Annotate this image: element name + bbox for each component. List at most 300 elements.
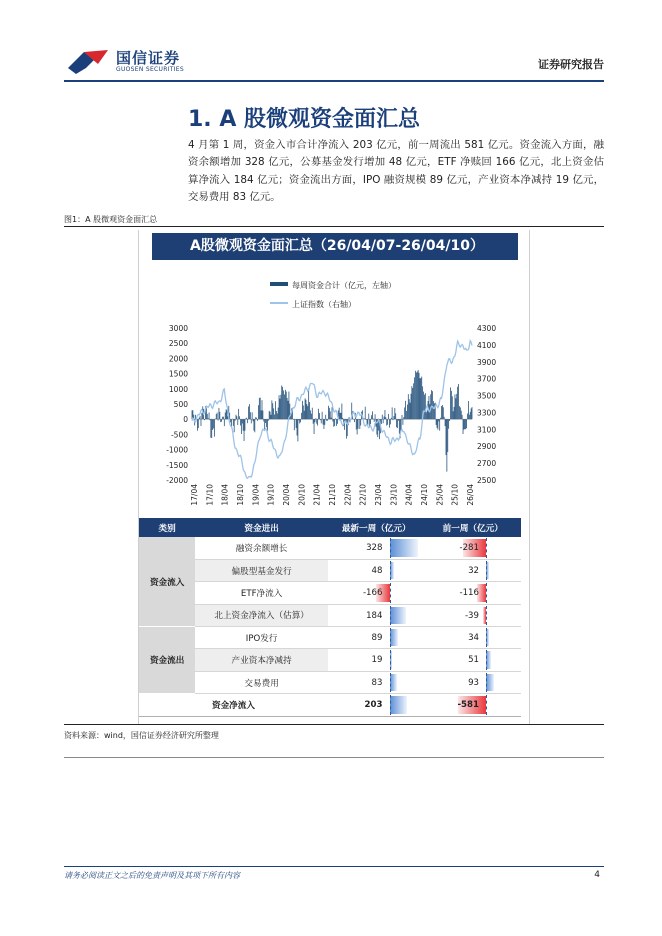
weekly-flow-bar (217, 413, 218, 420)
weekly-flow-bar (372, 411, 373, 419)
x-axis-tick-label: 25/04 (435, 484, 445, 506)
weekly-flow-bar (436, 419, 437, 425)
weekly-flow-bar (386, 419, 387, 425)
weekly-flow-bar (243, 419, 244, 431)
weekly-flow-bar (216, 414, 217, 419)
weekly-flow-bar (464, 419, 465, 429)
weekly-flow-bar (463, 419, 464, 434)
x-axis-tick-label: 17/04 (190, 484, 199, 506)
header-divider (64, 80, 604, 82)
weekly-flow-bar (285, 390, 286, 419)
weekly-flow-bar (271, 415, 272, 419)
weekly-flow-bar (336, 419, 337, 426)
weekly-flow-bar (289, 392, 290, 420)
data-bar-axis (486, 695, 487, 714)
data-bar-axis (486, 538, 487, 558)
value-data-bar (390, 539, 418, 557)
weekly-flow-bar (455, 398, 456, 419)
weekly-flow-bar (266, 419, 267, 427)
header-flow-item: 资金进出 (195, 518, 328, 537)
weekly-flow-bar (308, 388, 309, 419)
weekly-flow-bar (227, 410, 228, 419)
x-axis-tick-label: 24/04 (404, 484, 414, 506)
data-bar-axis (486, 606, 487, 625)
weekly-flow-bar (440, 418, 441, 419)
weekly-flow-bar (273, 408, 274, 419)
weekly-flow-bar (263, 411, 264, 420)
value-text: 32 (468, 565, 479, 576)
flow-item-label: 偏股型基金发行 (195, 559, 328, 581)
weekly-flow-bar (438, 419, 439, 421)
weekly-flow-bar (373, 419, 374, 420)
weekly-flow-bar (219, 412, 220, 419)
weekly-flow-bar (210, 419, 211, 438)
weekly-flow-bar (226, 409, 227, 419)
right-axis-tick-label: 3700 (477, 374, 497, 384)
weekly-flow-bar (408, 394, 409, 419)
weekly-flow-bar (433, 401, 434, 419)
weekly-flow-bar (339, 408, 340, 420)
weekly-flow-bar (371, 415, 372, 419)
weekly-flow-bar (403, 419, 404, 425)
weekly-flow-bar (283, 391, 284, 420)
x-axis-tick-label: 20/04 (282, 484, 291, 506)
right-axis-tick-label: 4300 (477, 324, 497, 333)
weekly-flow-bar (396, 419, 397, 427)
weekly-flow-bar (393, 419, 394, 420)
data-bar-axis (486, 673, 487, 692)
weekly-flow-bar (206, 407, 207, 419)
weekly-flow-bar (250, 412, 251, 419)
weekly-flow-bar (207, 414, 208, 419)
footer-disclaimer: 请务必阅读正文之后的免责声明及其项下所有内容 (64, 871, 240, 880)
weekly-flow-bar (369, 419, 370, 426)
fund-flow-chart (142, 268, 512, 516)
x-axis-tick-label: 21/04 (312, 484, 322, 506)
weekly-flow-bar (451, 391, 452, 419)
weekly-flow-bar (468, 401, 469, 419)
weekly-flow-bar (321, 419, 322, 423)
weekly-flow-bar (391, 418, 392, 419)
value-data-bar (390, 607, 406, 624)
weekly-flow-bar (279, 395, 280, 419)
weekly-flow-bar (299, 419, 300, 423)
weekly-flow-bar (471, 408, 472, 419)
weekly-flow-bar (236, 416, 237, 419)
weekly-flow-bar (309, 402, 310, 419)
right-axis-tick-label: 2700 (477, 459, 497, 469)
weekly-flow-bar (374, 419, 375, 422)
left-axis-tick-label: 3000 (168, 324, 188, 333)
weekly-flow-bar (199, 418, 200, 420)
weekly-flow-bar (272, 403, 273, 419)
weekly-flow-bar (328, 406, 329, 419)
value-data-bar (390, 629, 398, 646)
weekly-flow-bar (208, 418, 209, 419)
weekly-flow-bar (438, 419, 439, 429)
weekly-flow-bar (347, 419, 348, 436)
weekly-flow-bar (390, 419, 391, 424)
weekly-flow-bar (253, 419, 254, 421)
weekly-flow-bar (201, 419, 202, 426)
weekly-flow-bar (284, 394, 285, 419)
weekly-flow-bar (389, 419, 390, 427)
weekly-flow-bar (224, 419, 225, 426)
report-type-label: 证券研究报告 (538, 58, 604, 71)
value-text: 51 (468, 655, 479, 666)
weekly-flow-bar (385, 417, 386, 419)
latest-week-cell (328, 627, 425, 649)
weekly-flow-bar (271, 400, 272, 419)
table-row (139, 582, 521, 604)
weekly-flow-bar (387, 419, 388, 425)
weekly-flow-bar (297, 419, 298, 435)
weekly-flow-bar (314, 419, 315, 434)
weekly-flow-bar (237, 419, 238, 425)
x-axis-tick-label: 18/04 (220, 484, 230, 506)
weekly-flow-bar (381, 419, 382, 424)
weekly-flow-bar (241, 419, 242, 434)
figure-source: 资料来源：wind，国信证券经济研究所整理 (64, 731, 219, 740)
flow-item-label: ETF净流入 (195, 582, 328, 604)
weekly-flow-bar (306, 404, 307, 419)
category-cell: 资金流出 (139, 627, 195, 694)
weekly-flow-bar (340, 413, 341, 419)
weekly-flow-bar (334, 419, 335, 426)
legend-line-swatch (270, 302, 288, 304)
latest-week-cell (328, 604, 425, 626)
weekly-flow-bar (302, 401, 303, 419)
weekly-flow-bar (368, 414, 369, 420)
weekly-flow-bar (219, 408, 220, 419)
weekly-flow-bar (270, 412, 271, 419)
weekly-flow-bar (305, 398, 306, 419)
weekly-flow-bar (259, 398, 260, 419)
weekly-flow-bar (255, 417, 256, 419)
section-title: 1. A 股微观资金面汇总 (188, 107, 421, 132)
weekly-flow-bar (211, 419, 212, 438)
weekly-flow-bar (370, 419, 371, 424)
weekly-flow-bar (231, 419, 232, 427)
weekly-flow-bar (238, 409, 239, 419)
weekly-flow-bar (280, 395, 281, 419)
weekly-flow-bar (470, 412, 471, 419)
weekly-flow-bar (298, 419, 299, 441)
previous-week-cell (424, 649, 521, 671)
weekly-flow-bar (394, 408, 395, 419)
weekly-flow-bar (368, 419, 369, 425)
legend-line-label: 上证指数（右轴） (292, 300, 356, 309)
weekly-flow-bar (282, 387, 283, 419)
weekly-flow-bar (359, 419, 360, 429)
weekly-flow-bar (315, 418, 316, 419)
guosen-logo-icon (64, 46, 112, 76)
weekly-flow-bar (254, 419, 255, 432)
table-row (139, 671, 521, 693)
latest-week-cell (328, 671, 425, 693)
value-text: 19 (371, 655, 383, 666)
latest-week-cell (328, 582, 425, 604)
table-row (139, 649, 521, 671)
weekly-flow-bar (445, 419, 446, 426)
weekly-flow-bar (333, 419, 334, 427)
weekly-flow-bar (447, 419, 448, 452)
weekly-flow-bar (192, 410, 193, 419)
weekly-flow-bar (341, 413, 342, 419)
weekly-flow-bar (457, 387, 458, 419)
header-latest-week: 最新一周（亿元） (328, 518, 425, 537)
weekly-flow-bar (429, 396, 430, 419)
weekly-flow-bar (467, 414, 468, 420)
value-text: 48 (371, 565, 383, 576)
weekly-flow-bar (356, 419, 357, 429)
weekly-flow-bar (459, 406, 460, 419)
left-axis-tick-label: -2000 (166, 476, 188, 485)
total-label: 资金净流入 (139, 694, 328, 716)
weekly-flow-bar (251, 419, 252, 423)
weekly-flow-bar (411, 386, 412, 419)
weekly-flow-bar (364, 419, 365, 420)
x-axis-tick-label: 22/10 (358, 484, 368, 506)
weekly-flow-bar (403, 417, 404, 419)
weekly-flow-bar (407, 405, 408, 420)
weekly-flow-bar (446, 419, 447, 471)
weekly-flow-bar (201, 413, 202, 419)
weekly-flow-bar (450, 387, 451, 419)
page-header (64, 44, 604, 78)
value-text: 83 (371, 677, 383, 688)
legend-bar-swatch (270, 282, 288, 286)
weekly-flow-bar (461, 411, 462, 420)
weekly-flow-bar (444, 417, 445, 419)
left-axis-tick-label: 2000 (168, 354, 188, 364)
value-data-bar (486, 674, 494, 691)
x-axis-tick-label: 19/04 (251, 484, 261, 506)
value-text: 93 (468, 677, 479, 688)
weekly-flow-bar (307, 406, 308, 419)
weekly-flow-bar (331, 418, 332, 420)
value-text: 328 (366, 543, 383, 553)
value-text: -281 (459, 543, 479, 553)
data-bar-axis (486, 583, 487, 602)
weekly-flow-bar (260, 398, 261, 420)
weekly-flow-bar (300, 419, 301, 422)
weekly-flow-bar (354, 419, 355, 422)
weekly-flow-bar (420, 378, 421, 419)
weekly-flow-bar (397, 419, 398, 428)
weekly-flow-bar (298, 419, 299, 420)
x-axis-tick-label: 18/10 (236, 484, 245, 506)
weekly-flow-bar (375, 414, 376, 419)
weekly-flow-bar (360, 419, 361, 425)
weekly-flow-bar (410, 403, 411, 419)
weekly-flow-bar (452, 396, 453, 419)
weekly-flow-bar (448, 419, 449, 429)
x-axis-tick-label: 19/10 (266, 484, 276, 506)
weekly-flow-bar (221, 419, 222, 421)
weekly-flow-bar (223, 417, 224, 420)
header-category: 类别 (139, 518, 195, 537)
weekly-flow-bar (324, 419, 325, 425)
weekly-flow-bar (327, 419, 328, 421)
weekly-flow-bar (398, 419, 399, 421)
weekly-flow-bar (409, 399, 410, 419)
x-axis-tick-label: 26/04 (466, 484, 475, 506)
weekly-flow-bar (200, 416, 201, 419)
weekly-flow-bar (458, 384, 459, 419)
weekly-flow-bar (437, 419, 438, 428)
weekly-flow-bar (335, 418, 336, 419)
weekly-flow-bar (276, 411, 277, 419)
weekly-flow-bar (342, 418, 343, 419)
right-axis-tick-label: 3100 (477, 425, 497, 435)
weekly-flow-bar (317, 419, 318, 425)
weekly-flow-bar (254, 419, 255, 430)
weekly-flow-bar (333, 419, 334, 421)
weekly-flow-bar (281, 385, 282, 419)
weekly-flow-bar (412, 388, 413, 419)
legend-bar-label: 每周资金合计（亿元，左轴） (292, 281, 396, 290)
weekly-flow-bar (443, 407, 444, 419)
flow-item-label: 融资余额增长 (195, 537, 328, 559)
previous-week-cell (424, 627, 521, 649)
table-row (139, 627, 521, 649)
weekly-flow-bar (405, 401, 406, 419)
flow-item-label: 产业资本净减持 (195, 649, 328, 671)
table-row (139, 604, 521, 626)
weekly-flow-bar (431, 390, 432, 419)
weekly-flow-bar (357, 419, 358, 434)
weekly-flow-bar (394, 416, 395, 419)
x-axis-tick-label: 17/10 (205, 484, 215, 506)
x-axis-tick-label: 21/10 (328, 484, 337, 506)
weekly-flow-bar (418, 370, 419, 419)
weekly-flow-bar (464, 419, 465, 429)
weekly-flow-bar (277, 413, 278, 419)
data-bar-axis (390, 695, 391, 714)
weekly-flow-bar (424, 395, 425, 420)
header-previous-week: 前一周（亿元） (424, 518, 521, 537)
weekly-flow-bar (269, 411, 270, 419)
weekly-flow-bar (197, 419, 198, 431)
weekly-flow-bar (258, 405, 259, 419)
figure-caption: 图1：A 股微观资金面汇总 (64, 215, 158, 224)
weekly-flow-bar (204, 419, 205, 420)
right-axis-tick-label: 2500 (477, 476, 497, 485)
total-previous-cell (424, 694, 521, 716)
weekly-flow-bar (245, 418, 246, 419)
weekly-flow-bar (316, 419, 317, 423)
data-bar-axis (390, 561, 391, 580)
weekly-flow-bar (225, 412, 226, 419)
previous-week-cell (424, 559, 521, 581)
latest-week-cell (328, 649, 425, 671)
weekly-flow-bar (392, 407, 393, 419)
value-text: 34 (468, 633, 479, 644)
weekly-flow-bar (469, 415, 470, 419)
left-axis-tick-label: 2500 (168, 339, 188, 349)
logo-chinese-name: 国信证券 (116, 49, 181, 67)
weekly-flow-bar (329, 408, 330, 419)
weekly-flow-bar (315, 419, 316, 422)
weekly-flow-bar (472, 407, 473, 419)
data-bar-axis (486, 561, 487, 580)
weekly-flow-bar (404, 407, 405, 419)
weekly-flow-bar (280, 399, 281, 419)
weekly-flow-bar (230, 419, 231, 422)
x-axis-tick-label: 24/10 (420, 484, 429, 506)
weekly-flow-bar (460, 407, 461, 419)
left-axis-tick-label: -1000 (166, 445, 188, 455)
page-number: 4 (594, 870, 600, 880)
weekly-flow-bar (286, 392, 287, 420)
flow-item-label: 交易费用 (195, 671, 328, 693)
figure-bottom-rule (64, 724, 604, 725)
category-cell: 资金流入 (139, 537, 195, 627)
weekly-flow-bar (248, 406, 249, 419)
content-separator (64, 757, 604, 758)
weekly-flow-bar (449, 419, 450, 421)
figure-top-rule (64, 226, 604, 227)
weekly-flow-bar (274, 414, 275, 419)
weekly-flow-bar (420, 378, 421, 419)
data-bar-axis (390, 538, 391, 558)
weekly-flow-bar (218, 419, 219, 420)
value-text: 184 (366, 610, 383, 621)
weekly-flow-bar (213, 419, 214, 428)
weekly-flow-bar (320, 419, 321, 420)
previous-week-cell (424, 671, 521, 693)
weekly-flow-bar (257, 419, 258, 421)
weekly-flow-bar (388, 414, 389, 419)
weekly-flow-bar (325, 415, 326, 419)
data-bar-axis (390, 583, 391, 602)
weekly-flow-bar (441, 406, 442, 419)
weekly-flow-bar (416, 373, 417, 420)
summary-paragraph: 4 月第 1 周，资金入市合计净流入 203 亿元，前一周流出 581 亿元。资金流入方面，融资余额增加 328 亿元，公募基金发行增加 48 亿元，ETF 净赎回 166 亿元，北上资金估算净流入 184 亿元；资金流出方面，IPO 融资规模 89 亿元，产业资本净减持 19 亿元，交易费用 83 亿元。 (188, 139, 604, 204)
weekly-flow-bar (417, 372, 418, 420)
right-axis-tick-label: 3900 (477, 357, 497, 367)
data-bar-axis (390, 673, 391, 692)
weekly-flow-bar (312, 408, 313, 419)
previous-week-cell (424, 537, 521, 559)
weekly-flow-bar (323, 419, 324, 424)
total-latest-cell (328, 694, 425, 716)
weekly-flow-bar (287, 398, 288, 419)
value-data-bar (390, 674, 397, 691)
data-bar-axis (486, 650, 487, 669)
weekly-flow-bar (246, 418, 247, 420)
weekly-flow-bar (215, 419, 216, 420)
value-text: -166 (362, 588, 383, 599)
right-axis-tick-label: 3500 (477, 391, 497, 401)
weekly-flow-bar (322, 412, 323, 419)
weekly-flow-bar (239, 416, 240, 419)
weekly-flow-bar (310, 410, 311, 419)
right-axis-tick-label: 4100 (477, 340, 497, 350)
flow-item-label: 北上资金净流入（估算） (195, 604, 328, 626)
weekly-flow-bar (247, 419, 248, 423)
weekly-flow-bar (419, 373, 420, 419)
table-row (139, 537, 521, 559)
weekly-flow-bar (252, 412, 253, 419)
value-text: 89 (371, 633, 383, 644)
weekly-flow-bar (261, 410, 262, 419)
weekly-flow-bar (262, 400, 263, 419)
weekly-flow-bar (395, 413, 396, 419)
weekly-flow-bar (426, 412, 427, 419)
left-axis-tick-label: -500 (170, 430, 188, 440)
